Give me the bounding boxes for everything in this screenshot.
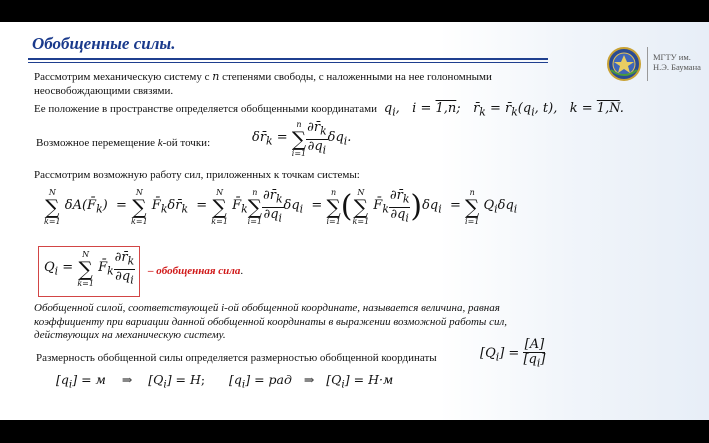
position-line (34, 102, 624, 120)
intro-n: n (212, 70, 220, 83)
header-separator (647, 47, 648, 81)
definition-paragraph: Обобщенной силой, соответствующей i-ой обобщенной координате, называется величина, равная коэффициенту при вариации данной обобщенной координаты в выражении возможной работы сил, действующих на механическую систему. (34, 302, 508, 341)
intro-line1 (34, 70, 492, 84)
vd-text-a: Возможное перемещение (36, 137, 155, 149)
definition-term: – обобщенная сила (148, 265, 241, 277)
dimension-formula: $[Q_i]$ = $\frac{[A]}{[q_i]}$ (480, 337, 546, 370)
position-formula: $q_i$, i = 1,n; $r̄_k$ = $r̄_k(q_i$, t), k = 1,N. (379, 101, 624, 119)
bmstu-emblem-icon (606, 46, 642, 82)
intro-line2: неосвобождающими связями. (34, 85, 174, 97)
unit-rad: рад (268, 372, 292, 387)
position-text: Ее положение в пространстве определяется обобщенными координатами (34, 103, 377, 115)
intro-text-b: степенями свободы, с наложенными на нее голономными (219, 71, 492, 83)
unit-h: Н (190, 372, 201, 387)
institution-line1: МГТУ им. (653, 52, 691, 62)
definition-dot: . (240, 265, 244, 277)
units-line: $[q_i] = м$ ⇒ $[Q_i] = Н$; $[q_i]$ = рад ⇒ $[Q_i] = Н\cdot м$ (56, 372, 394, 391)
unit-m: м (95, 372, 106, 387)
virtual-displacement-label (36, 136, 210, 150)
title-underline (28, 58, 548, 60)
virtual-displacement-formula: $\delta r̄_k$ = n ∑ i=1 $\frac{\partial r̄_k}{\partial q_i}$ $\delta q_i$. (252, 119, 352, 158)
vd-text-b: -ой точки: (162, 137, 211, 149)
intro-text-a: Рассмотрим механическую систему с (34, 71, 210, 83)
dimension-line: Размерность обобщенной силы определяется размерностью обобщенной координаты (36, 352, 437, 364)
definition-label (148, 264, 243, 278)
vd-k: k (157, 137, 163, 149)
slide (0, 22, 709, 420)
work-line: Рассмотрим возможную работу сил, приложенных к точкам системы: (34, 169, 360, 181)
title-underline-thin (28, 62, 548, 63)
institution-line2: Н.Э. Баумана (653, 62, 701, 72)
unit-hm: Н·м (368, 372, 394, 387)
institution-name (653, 52, 701, 72)
generalized-force-formula: $Q_i$ = N ∑ k=1 $F̄_k$ $\frac{\partial r̄_k}{\partial q_i}$ (44, 249, 135, 288)
virtual-work-formula: N ∑ k=1 $\delta A(F̄_k)$ = N ∑ k=1 $F̄_k\delta r̄_k$ = N ∑ k=1 $F̄_k$ n ∑ i=1 $\frac{\partial r̄_k}{\partial q_i}$ $\delta q_i$ = n ∑ i=1 ( N ∑ k=1 $F̄_k$ $\frac{\partial r̄_k}{\partial q_i}$ ) $\delta q_i$ = n ∑ i=1 $Q_i\delta q_i$ (44, 187, 518, 226)
slide-title: Обобщенные силы. (32, 34, 176, 53)
